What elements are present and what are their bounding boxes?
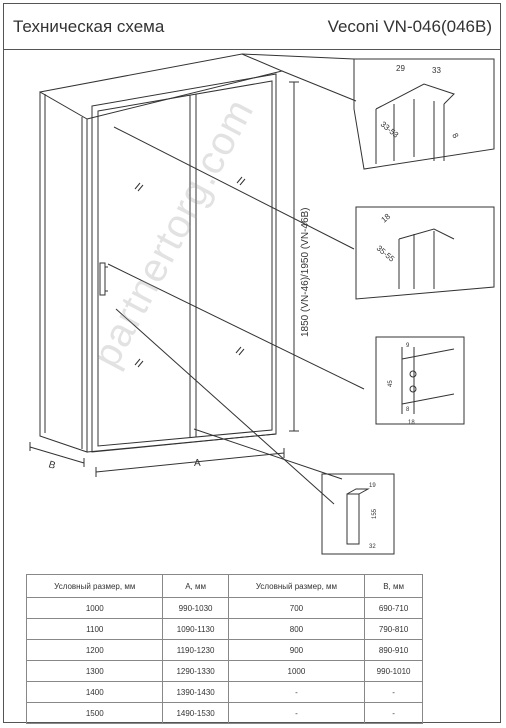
- table-row: [27, 703, 423, 724]
- svg-text:35-55: 35-55: [374, 243, 397, 264]
- table-cell: 1190-1230: [163, 640, 228, 661]
- door-handle: [100, 263, 105, 295]
- table-cell: 790-810: [365, 619, 423, 640]
- detail1-box: [354, 59, 494, 169]
- col-header: A, мм: [163, 575, 228, 598]
- svg-text:33-53: 33-53: [378, 119, 401, 140]
- table-cell: -: [228, 703, 364, 724]
- sizes-table: [26, 574, 423, 724]
- model-name: Veconi VN-046(046B): [327, 17, 492, 36]
- side-panel: [40, 92, 87, 452]
- svg-text:18: 18: [379, 211, 393, 225]
- table-cell: 1000: [27, 598, 163, 619]
- table-cell: 1100: [27, 619, 163, 640]
- table-cell: 1200: [27, 640, 163, 661]
- svg-text:33: 33: [432, 66, 441, 75]
- table-header-row: [27, 575, 423, 598]
- col-header: Условный размер, мм: [228, 575, 364, 598]
- watermark: partnertorg.com: [84, 91, 263, 375]
- table-cell: -: [365, 682, 423, 703]
- table-cell: 990-1030: [163, 598, 228, 619]
- header: [4, 4, 500, 50]
- table-cell: 690-710: [365, 598, 423, 619]
- table-cell: 800: [228, 619, 364, 640]
- table-cell: 1500: [27, 703, 163, 724]
- table-row: [27, 619, 423, 640]
- table-cell: 1400: [27, 682, 163, 703]
- detail2-box: [356, 207, 494, 299]
- svg-text:19: 19: [369, 483, 376, 489]
- table-cell: 1300: [27, 661, 163, 682]
- table-cell: -: [365, 703, 423, 724]
- dimension-b-line: [30, 442, 84, 467]
- svg-text:18: 18: [408, 420, 415, 426]
- dimension-a-line: [96, 448, 284, 477]
- table-cell: 890-910: [365, 640, 423, 661]
- table-cell: 1090-1130: [163, 619, 228, 640]
- label-b: B: [47, 459, 57, 472]
- col-header: B, мм: [365, 575, 423, 598]
- table-row: [27, 598, 423, 619]
- table-cell: 1390-1430: [163, 682, 228, 703]
- technical-sheet: [3, 3, 501, 723]
- svg-text:32: 32: [369, 544, 376, 550]
- svg-text:8: 8: [450, 131, 461, 140]
- svg-text:9: 9: [406, 343, 410, 349]
- label-height: 1850 (VN-46)/1950 (VN-46B): [300, 207, 311, 337]
- table-cell: 1290-1330: [163, 661, 228, 682]
- table-cell: 900: [228, 640, 364, 661]
- table-cell: 990-1010: [365, 661, 423, 682]
- label-a: A: [194, 458, 201, 469]
- table-row: [27, 661, 423, 682]
- table-cell: 700: [228, 598, 364, 619]
- dimension-height-line: [289, 82, 299, 431]
- table-cell: -: [228, 682, 364, 703]
- svg-text:45: 45: [388, 380, 394, 387]
- table-cell: 1490-1530: [163, 703, 228, 724]
- svg-text:29: 29: [396, 64, 405, 73]
- detail4-box: [322, 474, 394, 554]
- col-header: Условный размер, мм: [27, 575, 163, 598]
- table-cell: 1000: [228, 661, 364, 682]
- svg-text:8: 8: [406, 407, 410, 413]
- svg-text:155: 155: [372, 508, 378, 519]
- sheet-title: Техническая схема: [13, 17, 165, 36]
- table-row: [27, 640, 423, 661]
- table-row: [27, 682, 423, 703]
